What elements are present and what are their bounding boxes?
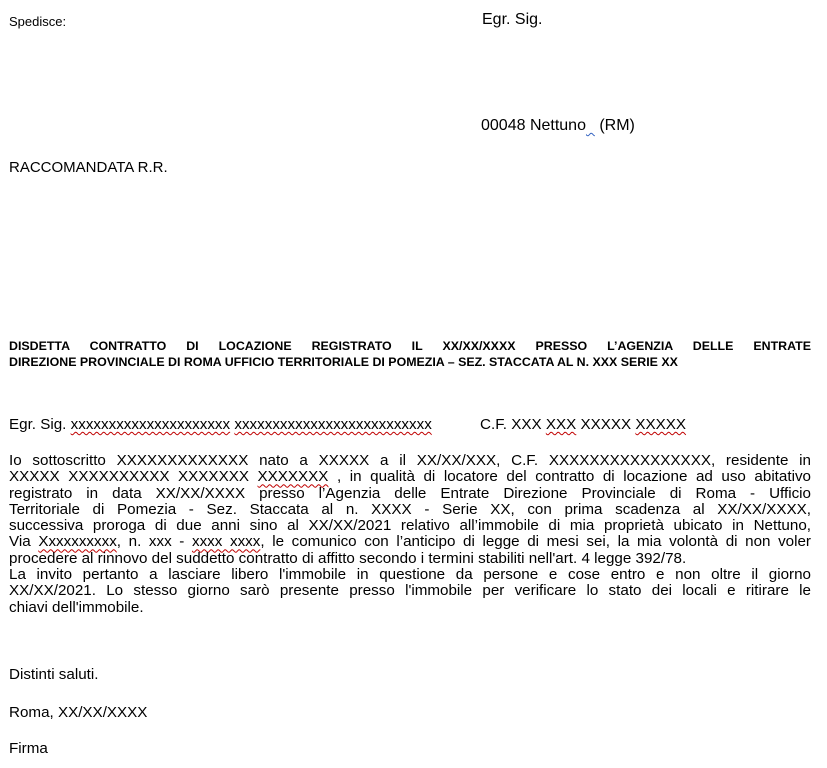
recipient-salutation: Egr. Sig.	[482, 11, 543, 28]
body-line: procedere al rinnovo del suddetto contratto di affitto secondo i termini stabiliti nell'art. 4 legge 392/78.	[9, 549, 687, 567]
letter-body	[9, 453, 811, 616]
letter-subject	[9, 338, 811, 370]
body-line: Via Xxxxxxxxxx, n. xxx - xxxx xxxx, le comunico con l’anticipo di legge di mesi sei, la mia volontà di non voler	[9, 533, 811, 551]
sender-label: Spedisce:	[9, 14, 67, 29]
registered-mail-label: RACCOMANDATA R.R.	[9, 159, 168, 176]
recipient-city: 00048 Nettuno	[481, 117, 586, 134]
closing-regards: Distinti saluti.	[9, 666, 99, 683]
recipient-province: (RM)	[599, 117, 635, 134]
body-line: XXXXX XXXXXXXXXX XXXXXXX XXXXXXX , in qualità di locatore del contratto di locazione ad uso abitativo	[9, 468, 811, 486]
body-line: Io sottoscritto XXXXXXXXXXXXX nato a XXXXX a il XX/XX/XXX, C.F. XXXXXXXXXXXXXXXX, residente in	[9, 452, 811, 469]
place-date: Roma, XX/XX/XXXX	[9, 704, 148, 721]
body-line: La invito pertanto a lasciare libero l'immobile in questione da persone e cose entro e non oltre il giorno	[9, 566, 811, 584]
recipient-last-name: xxxxxxxxxxxxxxxxxxxxxxxxxx	[234, 416, 432, 433]
recipient-address	[481, 117, 635, 135]
subject-line-1: DISDETTA CONTRATTO DI LOCAZIONE REGISTRATO IL XX/XX/XXXX PRESSO L’AGENZIA DELLE ENTRATE	[9, 339, 811, 353]
signature-label: Firma	[9, 740, 48, 757]
greeting-line	[9, 416, 687, 433]
body-line: successiva proroga di due anni sino al XX/XX/2021 relativo all’immobile di mia proprietà ubicato in Nettuno,	[9, 517, 811, 535]
recipient-first-name: xxxxxxxxxxxxxxxxxxxxx	[70, 416, 231, 433]
subject-line-2: DIREZIONE PROVINCIALE DI ROMA UFFICIO TERRITORIALE DI POMEZIA – SEZ. STACCATA AL N. XXX SERIE XX	[9, 355, 678, 369]
body-line: registrato in data XX/XX/XXXX presso l’Agenzia delle Entrate Direzione Provinciale di Roma - Ufficio	[9, 484, 811, 502]
greeting-salutation: Egr. Sig.	[9, 416, 67, 433]
fiscal-code: C.F. XXX XXX XXXXX XXXXX	[480, 416, 687, 433]
body-line: Territoriale di Pomezia - Sez. Staccata al n. XXXX - Serie XX, con prima scadenza al XX/XX/XXXX,	[9, 500, 811, 518]
body-line: chiavi dell'immobile.	[9, 598, 144, 616]
body-line: XX/XX/2021. Lo stesso giorno sarò presente presso l'immobile per verificare lo stato dei locali e ritirare le	[9, 582, 811, 600]
